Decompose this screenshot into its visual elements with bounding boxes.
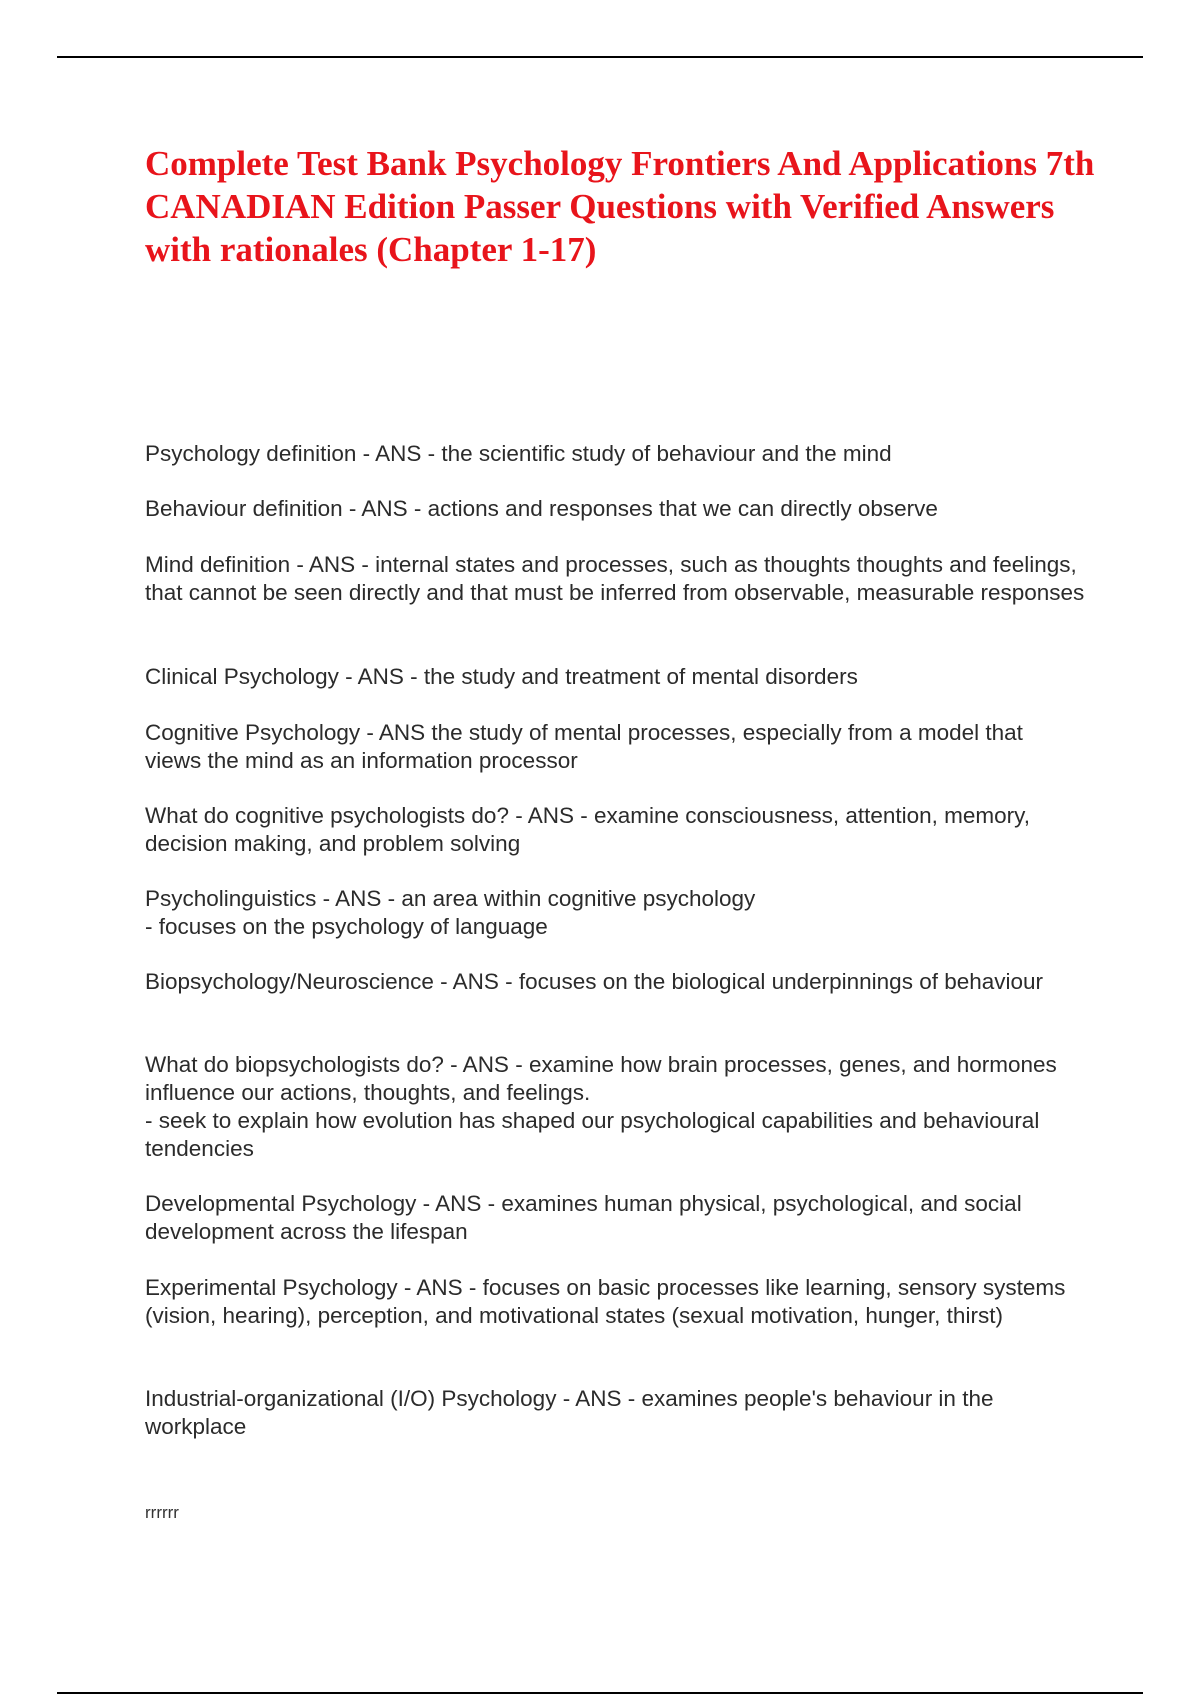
entry-mind-definition: Mind definition - ANS - internal states and processes, such as thoughts thoughts and feelings, that cannot be seen directly and that must be inferred from observable, measurable responses <box>145 552 1085 605</box>
entry-experimental-psychology: Experimental Psychology - ANS - focuses on basic processes like learning, sensory systems (vision, hearing), perception, and motivational states (sexual motivation, hunger, thirst) <box>145 1275 1066 1328</box>
entry-cognitive-psychology: Cognitive Psychology - ANS the study of mental processes, especially from a model that views the mind as an information processor <box>145 720 1023 773</box>
entry-biopsychologists: What do biopsychologists do? - ANS - examine how brain processes, genes, and hormones influence our actions, thoughts, and feelings. - seek to explain how evolution has shaped our psychological capabilities and behavioural tendencies <box>145 1052 1057 1161</box>
entry-psycholinguistics: Psycholinguistics - ANS - an area within cognitive psychology - focuses on the psychology of language <box>145 886 756 939</box>
footnote-text: rrrrrr <box>145 1503 179 1522</box>
bottom-rule <box>57 1692 1143 1694</box>
document-title: Complete Test Bank Psychology Frontiers And Applications 7th CANADIAN Edition Passer Questions with Verified Answers with rationales (Chapter 1-17) <box>145 144 1095 269</box>
entry-io-psychology: Industrial-organizational (I/O) Psychology - ANS - examines people's behaviour in the workplace <box>145 1386 994 1439</box>
entry-behaviour-definition: Behaviour definition - ANS - actions and responses that we can directly observe <box>145 496 938 521</box>
entry-developmental-psychology: Developmental Psychology - ANS - examines human physical, psychological, and social development across the lifespan <box>145 1191 1022 1244</box>
top-rule <box>57 56 1143 58</box>
entry-psychology-definition: Psychology definition - ANS - the scientific study of behaviour and the mind <box>145 441 892 466</box>
entry-biopsychology: Biopsychology/Neuroscience - ANS - focuses on the biological underpinnings of behaviour <box>145 969 1044 994</box>
entry-clinical-psychology: Clinical Psychology - ANS - the study and treatment of mental disorders <box>145 664 858 689</box>
entry-cognitive-psychologists: What do cognitive psychologists do? - ANS - examine consciousness, attention, memory, decision making, and problem solving <box>145 803 1031 856</box>
